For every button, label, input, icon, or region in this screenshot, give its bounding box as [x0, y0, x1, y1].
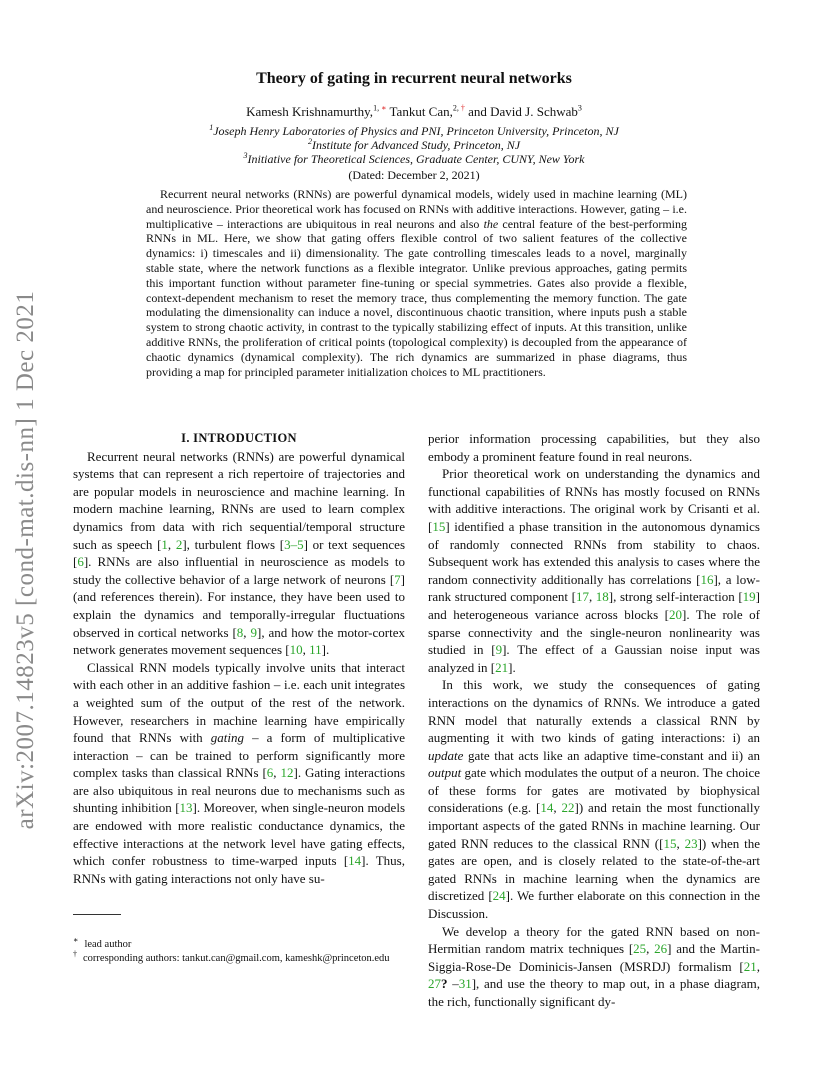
- citation-link[interactable]: 13: [179, 800, 193, 816]
- citation-link[interactable]: 18: [595, 589, 609, 605]
- citation-link[interactable]: 15: [663, 835, 677, 851]
- affil-number: 1: [209, 123, 214, 132]
- corresponding-author-mark[interactable]: †: [460, 103, 465, 113]
- affil-mark: 3: [577, 103, 582, 113]
- paper-title: Theory of gating in recurrent neural networks: [256, 70, 572, 87]
- affil-text: Joseph Henry Laboratories of Physics and PNI, Princeton University, Princeton, NJ: [213, 124, 619, 138]
- citation-link[interactable]: 31: [458, 976, 472, 992]
- citation-link[interactable]: 21: [495, 659, 509, 675]
- affil-text: Institute for Advanced Study, Princeton, NJ: [311, 138, 521, 152]
- paragraph: In this work, we study the consequences of gating interactions on the dynamics of RNNs. We introduce a gated RNN model that naturally extends a classical RNN by augmenting it with two kinds of gating interactions: i) an update gate that acts like an adaptive time-constant and ii) an output gate which modulates the output of a neuron. The choice of these forms for gates are motivated by biophysical considerations (e.g. [14, 22]) and retain the most functionally important aspects of the gated RNNs in machine learning. Our gated RNN reduces to the classical RNN ([15, 23]) when the gates are open, and is closely related to the state-of-the-art gated RNNs in machine learning when the dynamics are discretized [24]. We further elaborate on this connection in the Discussion.: [428, 677, 761, 922]
- paragraph: Prior theoretical work on understanding the dynamics and functional capabilities of RNNs has mostly focused on RNNs with additive interactions. The original work by Crisanti et al. [15] identified a phase transition in the autonomous dynamics of randomly connected RNNs from stability to chaos. Subsequent work has extended this analysis to cases where the random connectivity additionally has correlations [16], a low-rank structured component [17, 18], strong self-interaction [19] and heterogeneous variance across blocks [20]. The role of sparse connectivity and the single-neuron nonlinearity was studied in [9]. The effect of a Gaussian noise input was analyzed in [21].: [428, 466, 761, 675]
- affil-mark: 2,: [452, 103, 461, 113]
- author-name: and David J. Schwab: [464, 104, 578, 119]
- citation-link[interactable]: 9: [250, 624, 257, 640]
- lead-author-mark[interactable]: ∗: [381, 103, 387, 113]
- citation-link[interactable]: 8: [236, 624, 244, 640]
- footnote-lead-author: ∗ lead author: [73, 935, 132, 950]
- citation-link[interactable]: 25: [633, 941, 647, 957]
- footnote-rule: [73, 914, 121, 915]
- citation-link[interactable]: 26: [654, 941, 668, 957]
- citation-link[interactable]: 2: [175, 536, 183, 552]
- citation-link[interactable]: 12: [280, 765, 294, 781]
- citation-link[interactable]: 9: [495, 642, 503, 658]
- author-name: Kamesh Krishnamurthy,: [246, 104, 374, 119]
- citation-link[interactable]: 6: [266, 765, 274, 781]
- footnote-corresponding: † corresponding authors: tankut.can@gmail.com, kameshk@princeton.edu: [73, 949, 390, 964]
- paragraph: Classical RNN models typically involve units that interact with each other in an additive fashion – i.e. each unit integrates a weighted sum of the output of the rest of the network. However, researchers in machine learning have empirically found that RNNs with gating – a form of multiplicative interaction – can be trained to perform significantly more complex tasks than classical RNNs [6, 12]. Gating interactions are also ubiquitous in real neurons due to mechanisms such as shunting inhibition [13]. Moreover, when single-neuron models are endowed with more realistic conductance dynamics, the effective interactions at the network level have gating effects, which confer robustness to time-warped inputs [14]. Thus, RNNs with gating interactions not only have su-: [73, 659, 405, 886]
- citation-link[interactable]: 24: [492, 888, 506, 904]
- citation-link[interactable]: 19: [742, 589, 756, 605]
- paragraph: Recurrent neural networks (RNNs) are powerful dynamical systems that can represent a rich repertoire of trajectories and are popular models in neuroscience and machine learning. In modern machine learning, RNNs are used to learn complex dynamics from data with rich sequential/temporal structure such as speech [1, 2], turbulent flows [3–5] or text sequences [6]. RNNs are also influential in neuroscience as models to study the collective behavior of a large network of neurons [7] (and references therein). For instance, they have been used to explain the dynamics and temporally-irregular fluctuations observed in cortical networks [8, 9], and how the motor-cortex network generates movement sequences [10, 11].: [73, 448, 406, 658]
- citation-link[interactable]: 6: [77, 554, 84, 570]
- citation-link[interactable]: 1: [161, 536, 168, 552]
- citation-link[interactable]: 27: [428, 976, 441, 992]
- citation-link[interactable]: 17: [575, 589, 589, 605]
- date-line: (Dated: December 2, 2021): [348, 168, 480, 182]
- paragraph: We develop a theory for the gated RNN based on non-Hermitian random matrix techniques [25, 26] and the Martin-Siggia-Rose-De Dominicis-Jansen (MSRDJ) formalism [21, 27? –31], and use the theory to map out, in a phase diagram, the rich, functionally significant dy-: [428, 923, 761, 1009]
- footnote-mark: †: [73, 949, 77, 959]
- citation-link[interactable]: 7: [394, 571, 401, 587]
- footnotes: [73, 935, 405, 966]
- citation-link[interactable]: 15: [432, 518, 446, 534]
- footnote-mark: ∗: [73, 935, 79, 945]
- citation-link[interactable]: 10: [289, 642, 303, 658]
- citation-link[interactable]: 14: [348, 853, 362, 869]
- left-column: [73, 430, 405, 887]
- citation-link[interactable]: 20: [668, 606, 682, 622]
- author-line: [0, 104, 828, 120]
- paragraph: perior information processing capabilities, but they also embody a prominent feature found in real neurons.: [428, 431, 760, 464]
- citation-link[interactable]: 3–5: [284, 536, 304, 552]
- affil-number: 3: [243, 151, 248, 160]
- affil-mark: 1,: [373, 103, 382, 113]
- citation-link[interactable]: 14: [540, 800, 554, 816]
- abstract: Recurrent neural networks (RNNs) are powerful dynamical models, widely used in machine learning (ML) and neuroscience. Prior theoretical work has focused on RNNs with additive interactions. However, gating – i.e. multiplicative – interactions are ubiquitous in real neurons and also the central feature of the best-performing RNNs in ML. Here, we show that gating offers flexible control of two salient features of the collective dynamics: i) timescales and ii) dimensionality. The gate controlling timescales leads to a novel, marginally stable state, where the network functions as a flexible integrator. Unlike previous approaches, gating permits this important function without parameter fine-tuning or special symmetries. Gates also provide a flexible, context-dependent mechanism to reset the memory trace, thus complementing the memory function. The gate modulating the dimensionality can induce a novel, discontinuous chaotic transition, where inputs push a stable system to strong chaotic activity, in contrast to the typically stabilizing effect of inputs. At this transition, unlike additive RNNs, the proliferation of critical points (topological complexity) is decoupled from the appearance of chaotic dynamics (dynamical complexity). The rich dynamics are summarized in phase diagrams, thus providing a map for principled parameter initialization choices to ML practitioners.: [146, 187, 687, 379]
- affil-text: Initiative for Theoretical Sciences, Graduate Center, CUNY, New York: [247, 152, 585, 166]
- citation-link[interactable]: 21: [743, 958, 757, 974]
- right-column: [428, 430, 760, 1011]
- affiliation-3: [0, 152, 828, 167]
- arxiv-identifier: arXiv:2007.14823v5 [cond-mat.dis-nn] 1 Dec 2021: [12, 290, 39, 830]
- affiliation-1: [0, 124, 828, 139]
- affiliation-2: [0, 138, 828, 153]
- author-name: Tankut Can,: [386, 104, 453, 119]
- citation-link[interactable]: 22: [561, 800, 575, 816]
- citation-link[interactable]: 16: [700, 571, 714, 587]
- citation-link[interactable]: 23: [684, 835, 698, 851]
- affil-number: 2: [307, 137, 312, 146]
- citation-link[interactable]: 11: [309, 642, 322, 658]
- missing-ref-mark: ?: [441, 976, 448, 992]
- section-heading: I. INTRODUCTION: [181, 431, 297, 445]
